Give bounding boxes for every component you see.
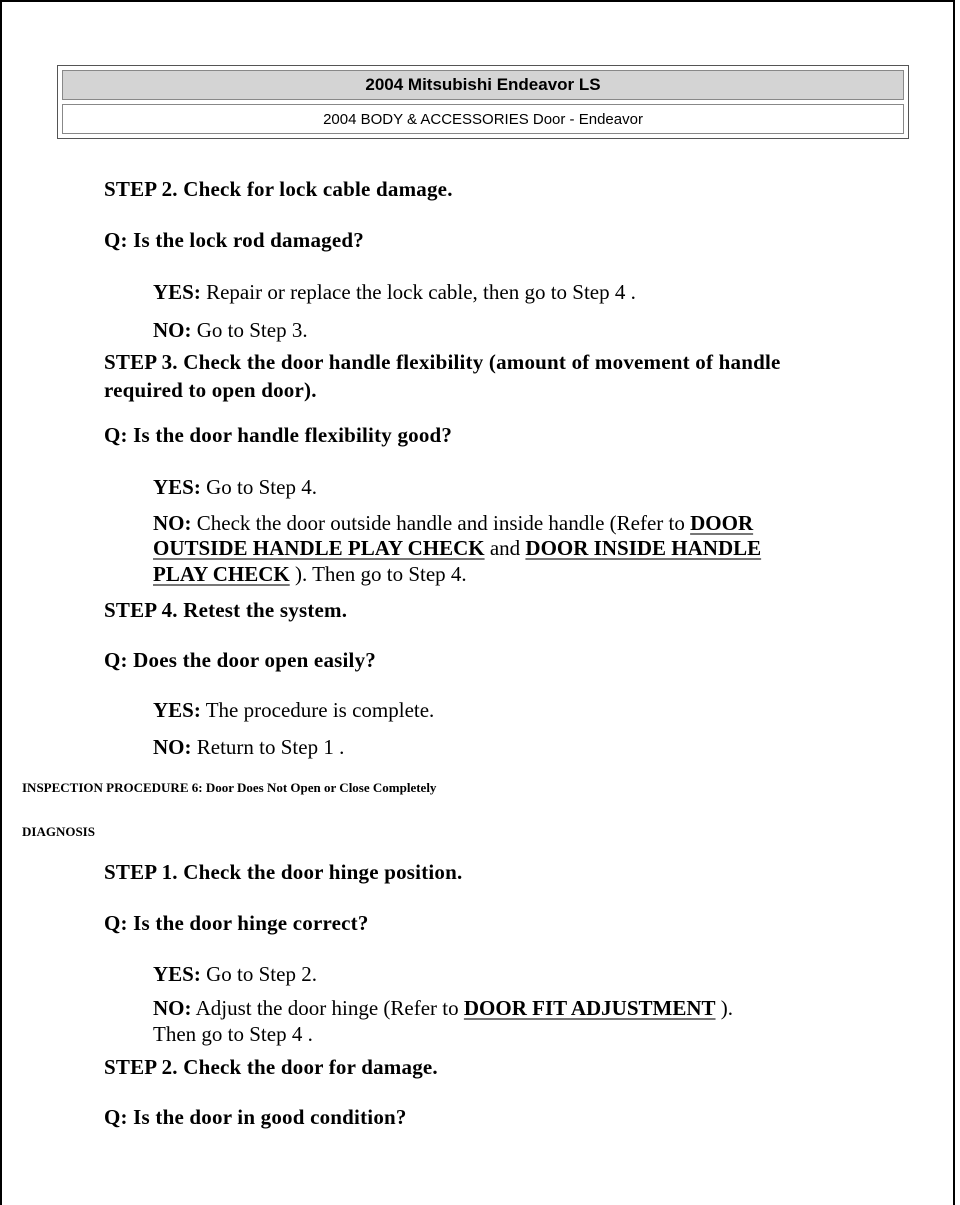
yes-label: YES: [153,698,201,722]
step-3-heading-cont: required to open door). [104,378,317,402]
no-label: NO: [153,318,192,342]
question-door-hinge: Q: Is the door hinge correct? [104,911,369,935]
answer-no-4-line2: Then go to Step 4 . [153,1022,313,1046]
and-text: and [484,536,526,560]
step-2-door-heading: STEP 2. Check the door for damage. [104,1055,438,1079]
link-door-inside-handle[interactable]: DOOR INSIDE HANDLE [525,536,762,560]
answer-text: Go to Step 3. [191,318,308,342]
answer-no-2-line2 [153,536,761,561]
question-door-open: Q: Does the door open easily? [104,648,376,672]
answer-text: Check the door outside handle and inside handle (Refer to [191,511,691,535]
header-subtitle: 2004 BODY & ACCESSORIES Door - Endeavor [62,104,904,134]
answer-yes-4 [153,962,317,987]
yes-label: YES: [153,962,201,986]
step-3-heading: STEP 3. Check the door handle flexibility (amount of movement of handle [104,350,781,374]
question-lock-rod: Q: Is the lock rod damaged? [104,228,364,252]
answer-yes-1 [153,280,636,305]
answer-no-4 [153,996,733,1021]
link-door-outside-handle[interactable]: DOOR [690,511,754,535]
header-title: 2004 Mitsubishi Endeavor LS [62,70,904,100]
answer-text: Return to Step 1 . [191,735,345,759]
answer-no-1 [153,318,308,343]
question-door-condition: Q: Is the door in good condition? [104,1105,407,1129]
answer-no-3 [153,735,344,760]
answer-yes-3 [153,698,434,723]
answer-text: The procedure is complete. [200,698,435,722]
yes-label: YES: [153,280,201,304]
answer-yes-2 [153,475,317,500]
link-door-outside-handle-cont[interactable]: OUTSIDE HANDLE PLAY CHECK [153,536,485,560]
answer-text: ). [715,996,734,1020]
answer-no-2-line3 [153,562,467,587]
step-1-heading: STEP 1. Check the door hinge position. [104,860,463,884]
diagnosis-heading: DIAGNOSIS [22,824,95,839]
step-4-heading: STEP 4. Retest the system. [104,598,348,622]
link-door-fit-adjustment[interactable]: DOOR FIT ADJUSTMENT [463,996,716,1020]
no-label: NO: [153,996,192,1020]
step-2-heading: STEP 2. Check for lock cable damage. [104,177,453,201]
section-heading: INSPECTION PROCEDURE 6: Door Does Not Open or Close Completely [22,780,437,795]
yes-label: YES: [153,475,201,499]
link-play-check[interactable]: PLAY CHECK [153,562,290,586]
answer-text: Adjust the door hinge (Refer to [191,996,464,1020]
no-label: NO: [153,511,192,535]
answer-text: Go to Step 4. [200,475,317,499]
no-label: NO: [153,735,192,759]
question-handle-flex: Q: Is the door handle flexibility good? [104,423,453,447]
answer-text: Go to Step 2. [200,962,317,986]
answer-text: Repair or replace the lock cable, then go to Step 4 . [200,280,636,304]
answer-text: ). Then go to Step 4. [289,562,467,586]
answer-no-2 [153,511,753,536]
document-header [57,65,909,139]
